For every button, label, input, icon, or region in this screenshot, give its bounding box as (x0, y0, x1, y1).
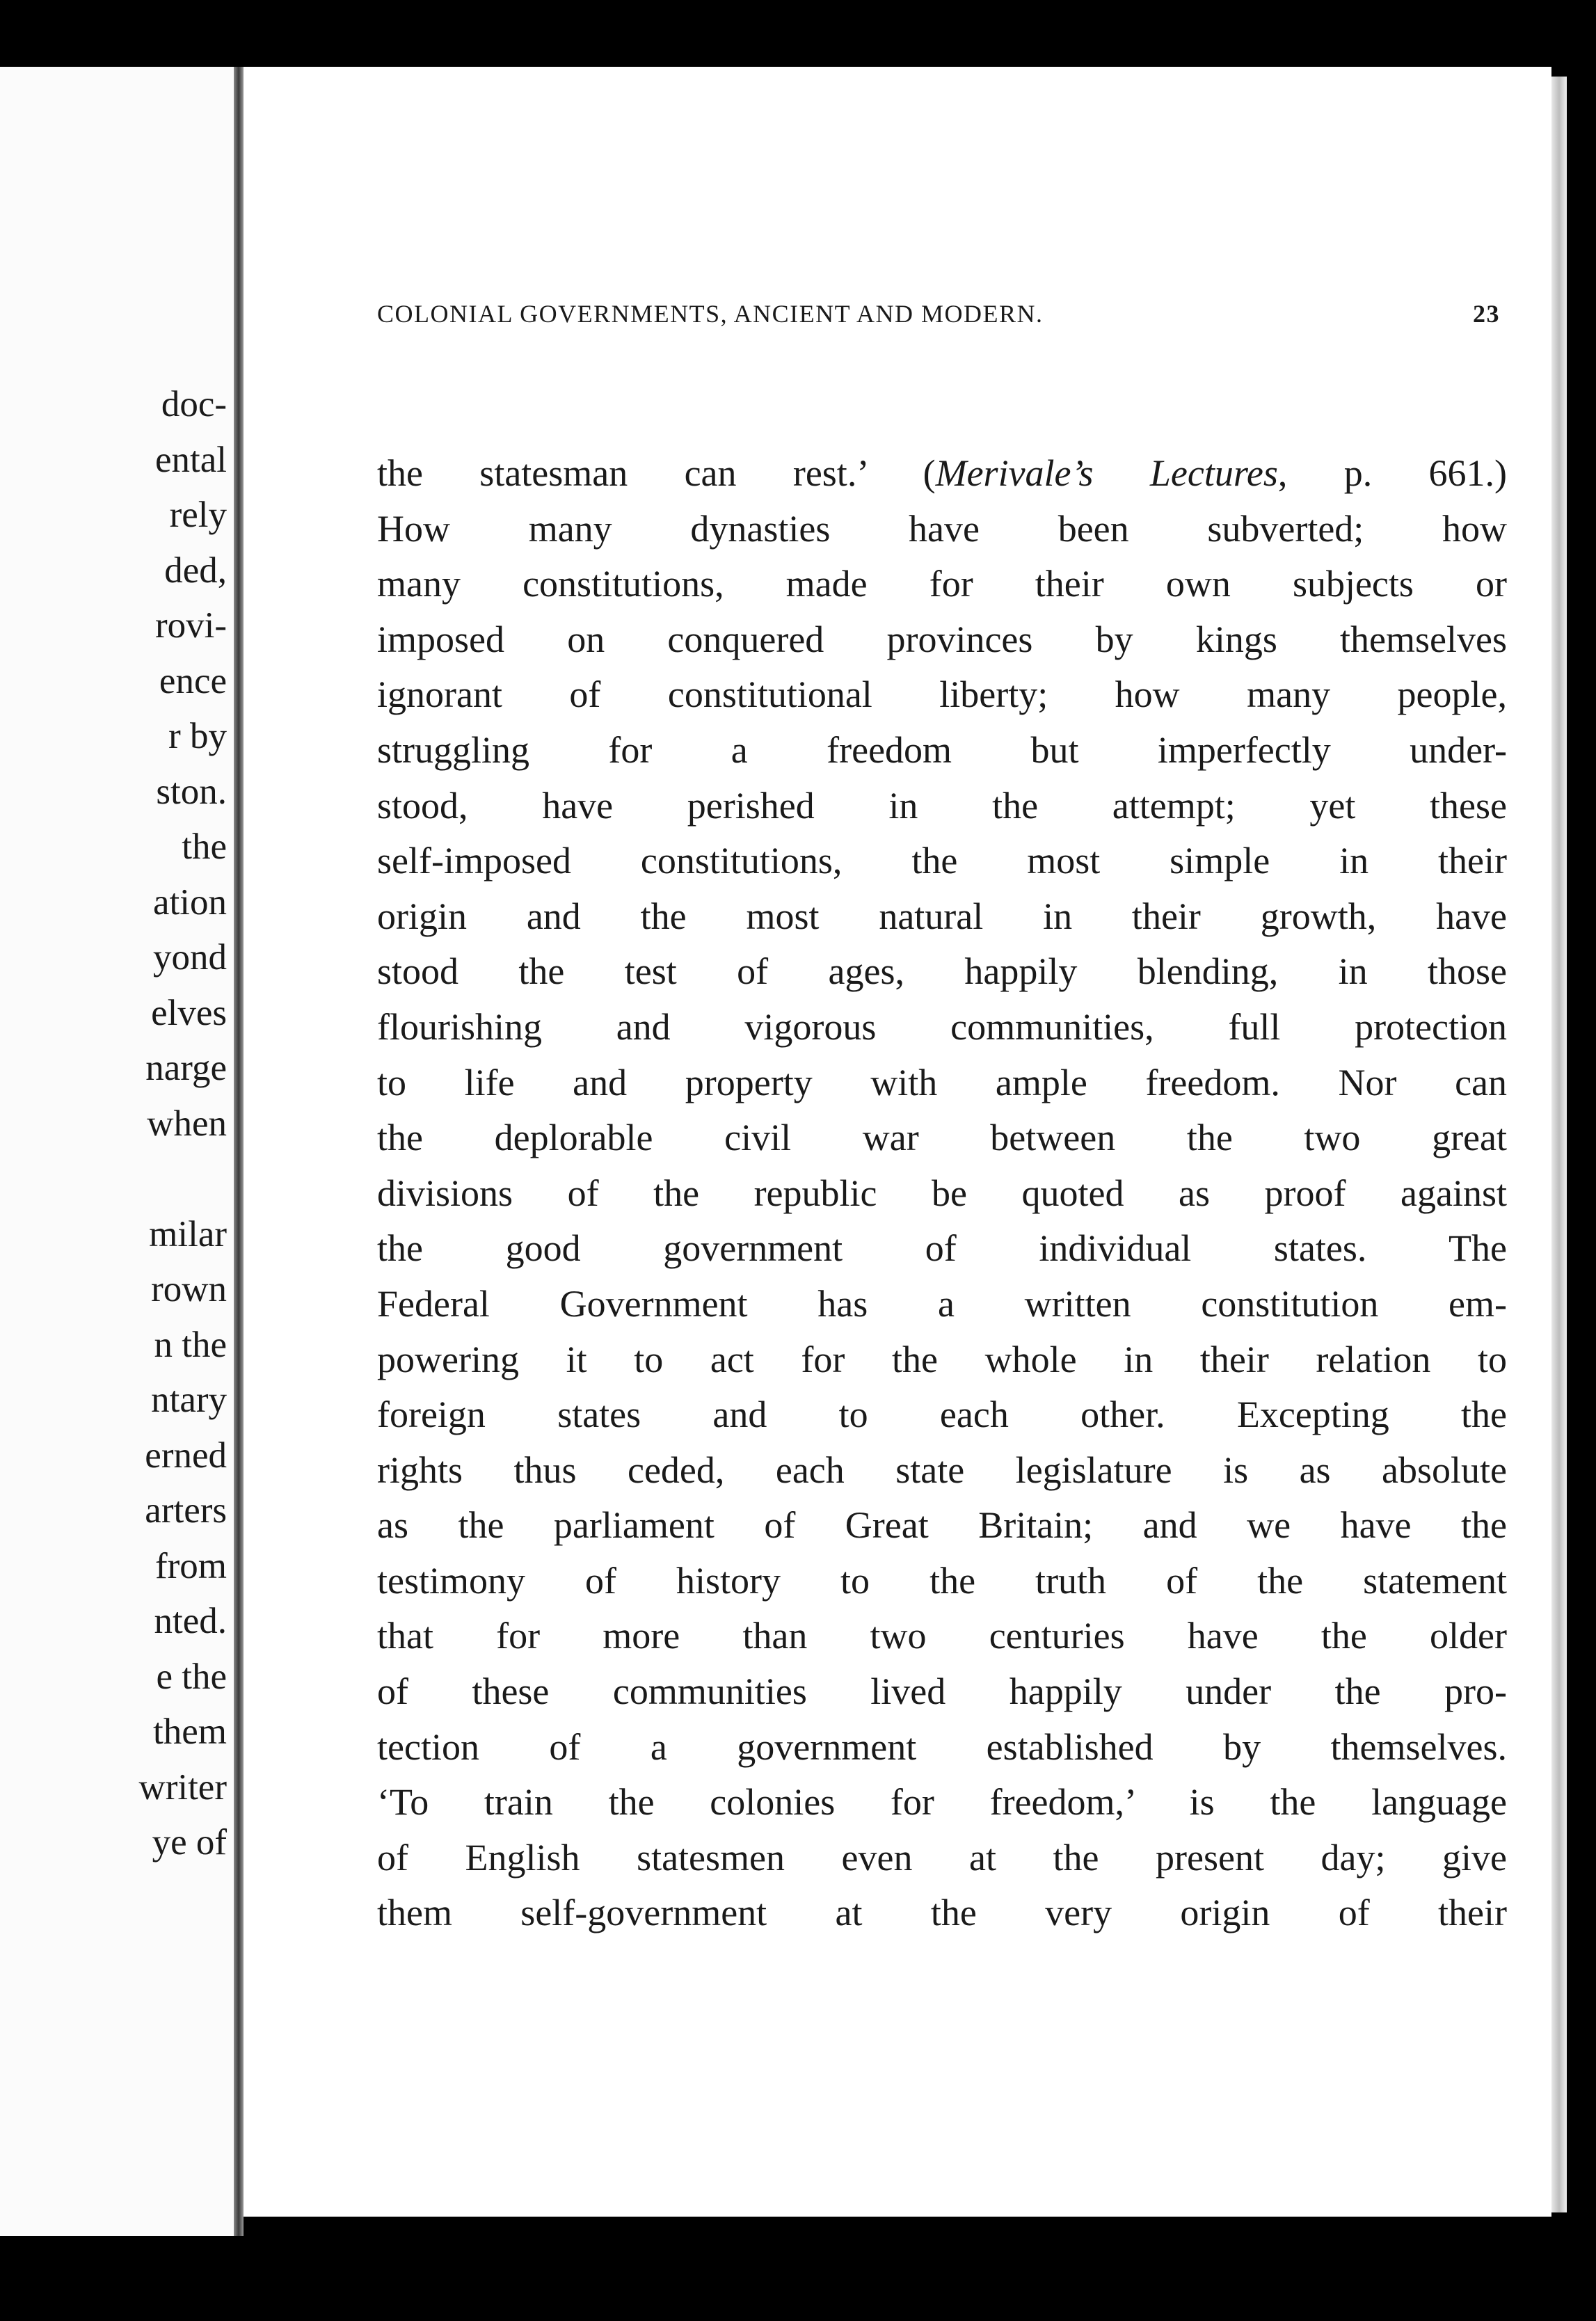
body-line (377, 1554, 1507, 1609)
body-line (377, 1166, 1507, 1222)
body-line-text: divisions of the republic be quoted as proof against (377, 1172, 1507, 1214)
body-line (377, 834, 1507, 889)
body-line (377, 1277, 1507, 1332)
left-fragment-line: elves (151, 992, 227, 1033)
body-line (377, 723, 1507, 779)
page-number: 23 (1473, 300, 1500, 328)
left-fragment-line: e the (156, 1656, 227, 1697)
body-line-text: ‘To train the colonies for freedom,’ is the language (377, 1781, 1507, 1824)
left-fragment-line: erned (145, 1435, 227, 1476)
body-line-text: of these communities lived happily under the pro- (377, 1670, 1507, 1713)
body-line (377, 502, 1507, 557)
body-text (377, 446, 1507, 1941)
left-fragment-line: ation (153, 882, 227, 923)
body-line-text: the statesman can rest.’ (Merivale’s Lectures, p. 661.) (377, 452, 1508, 494)
running-head-title: COLONIAL GOVERNMENTS, ANCIENT AND MODERN. (377, 300, 1044, 328)
left-fragment-line: narge (145, 1048, 227, 1088)
body-line-text: to life and property with ample freedom. Nor can (377, 1061, 1507, 1103)
body-line-text: the good government of individual states. The (377, 1227, 1507, 1270)
left-fragment-line: ence (159, 660, 227, 701)
left-fragment-line: doc- (161, 384, 227, 424)
left-fragment-line (138, 1151, 227, 1207)
left-fragment-line: n the (154, 1324, 227, 1365)
book-gutter (234, 67, 244, 2236)
left-fragment-line: ston. (156, 771, 227, 812)
body-line-text: them self-government at the very origin of their (377, 1892, 1507, 1934)
left-fragment-line: them (153, 1712, 227, 1752)
body-line-text: ignorant of constitutional liberty; how many people, (377, 673, 1507, 716)
body-line-text: powering it to act for the whole in their relation to (377, 1338, 1507, 1380)
body-line (377, 1885, 1507, 1941)
body-line (377, 1498, 1507, 1554)
body-line-text: many constitutions, made for their own subjects or (377, 563, 1507, 605)
body-line-text: of English statesmen even at the present day; give (377, 1836, 1507, 1879)
body-line (377, 446, 1507, 502)
body-line-text: imposed on conquered provinces by kings themselves (377, 618, 1507, 660)
left-fragment-line: from (154, 1545, 227, 1586)
body-line (377, 1664, 1507, 1720)
body-line-text: testimony of history to the truth of the statement (377, 1559, 1507, 1602)
left-fragment-line: writer (138, 1766, 227, 1808)
body-line (377, 1221, 1507, 1277)
body-line-text: tection of a government established by themselves. (377, 1725, 1507, 1768)
left-fragment-line: arters (145, 1490, 227, 1531)
left-fragment-line: rown (151, 1269, 227, 1309)
right-page (244, 67, 1551, 2217)
left-fragment-line: rely (169, 495, 227, 535)
body-line (377, 889, 1507, 945)
body-line (377, 779, 1507, 834)
body-line-text: How many dynasties have been subverted; how (377, 507, 1507, 550)
body-line-text: self-imposed constitutions, the most simple in their (377, 840, 1507, 882)
body-line (377, 1720, 1507, 1776)
body-line-text: Federal Government has a written constitution em- (377, 1282, 1507, 1325)
body-line (377, 557, 1507, 612)
left-fragment-line: yond (153, 937, 227, 978)
left-fragment-line: ental (155, 439, 227, 480)
body-line (377, 1110, 1507, 1166)
left-page-text-fragments (138, 377, 227, 1871)
left-fragment-line: r by (168, 716, 227, 756)
left-fragment-line: nted. (154, 1601, 227, 1641)
body-line (377, 1609, 1507, 1664)
body-line-text: foreign states and to each other. Excepting the (377, 1394, 1507, 1436)
left-fragment-line: ntary (151, 1380, 227, 1420)
left-fragment-line: ye of (152, 1822, 227, 1863)
body-line (377, 1443, 1507, 1499)
body-line-text: stood, have perished in the attempt; yet these (377, 784, 1507, 827)
left-fragment-line: when (147, 1103, 227, 1144)
body-line (377, 1000, 1507, 1055)
body-line-text: rights thus ceded, each state legislature is as absolute (377, 1449, 1507, 1491)
page-edge (1551, 77, 1567, 2212)
body-line-text: stood the test of ages, happily blending, in those (377, 950, 1507, 993)
left-fragment-line: milar (149, 1213, 227, 1254)
running-head (377, 299, 1500, 338)
body-line (377, 1775, 1507, 1831)
body-line-text: struggling for a freedom but imperfectly under- (377, 728, 1507, 771)
body-line (377, 612, 1507, 668)
body-line-text: the deplorable civil war between the two great (377, 1117, 1507, 1159)
body-line-text: that for more than two centuries have the older (377, 1615, 1507, 1657)
body-line (377, 667, 1507, 723)
left-fragment-line: rovi- (154, 605, 227, 646)
left-fragment-line: the (182, 827, 227, 867)
body-line-text: flourishing and vigorous communities, full protection (377, 1005, 1507, 1048)
body-line (377, 1831, 1507, 1886)
body-line-text: as the parliament of Great Britain; and we have the (377, 1504, 1507, 1547)
left-page-fragment (0, 67, 234, 2236)
body-line (377, 1055, 1507, 1111)
left-fragment-line: ded, (164, 550, 227, 591)
body-line (377, 1387, 1507, 1443)
body-line (377, 1332, 1507, 1388)
body-line-text: origin and the most natural in their growth, have (377, 895, 1507, 937)
body-line (377, 944, 1507, 1000)
